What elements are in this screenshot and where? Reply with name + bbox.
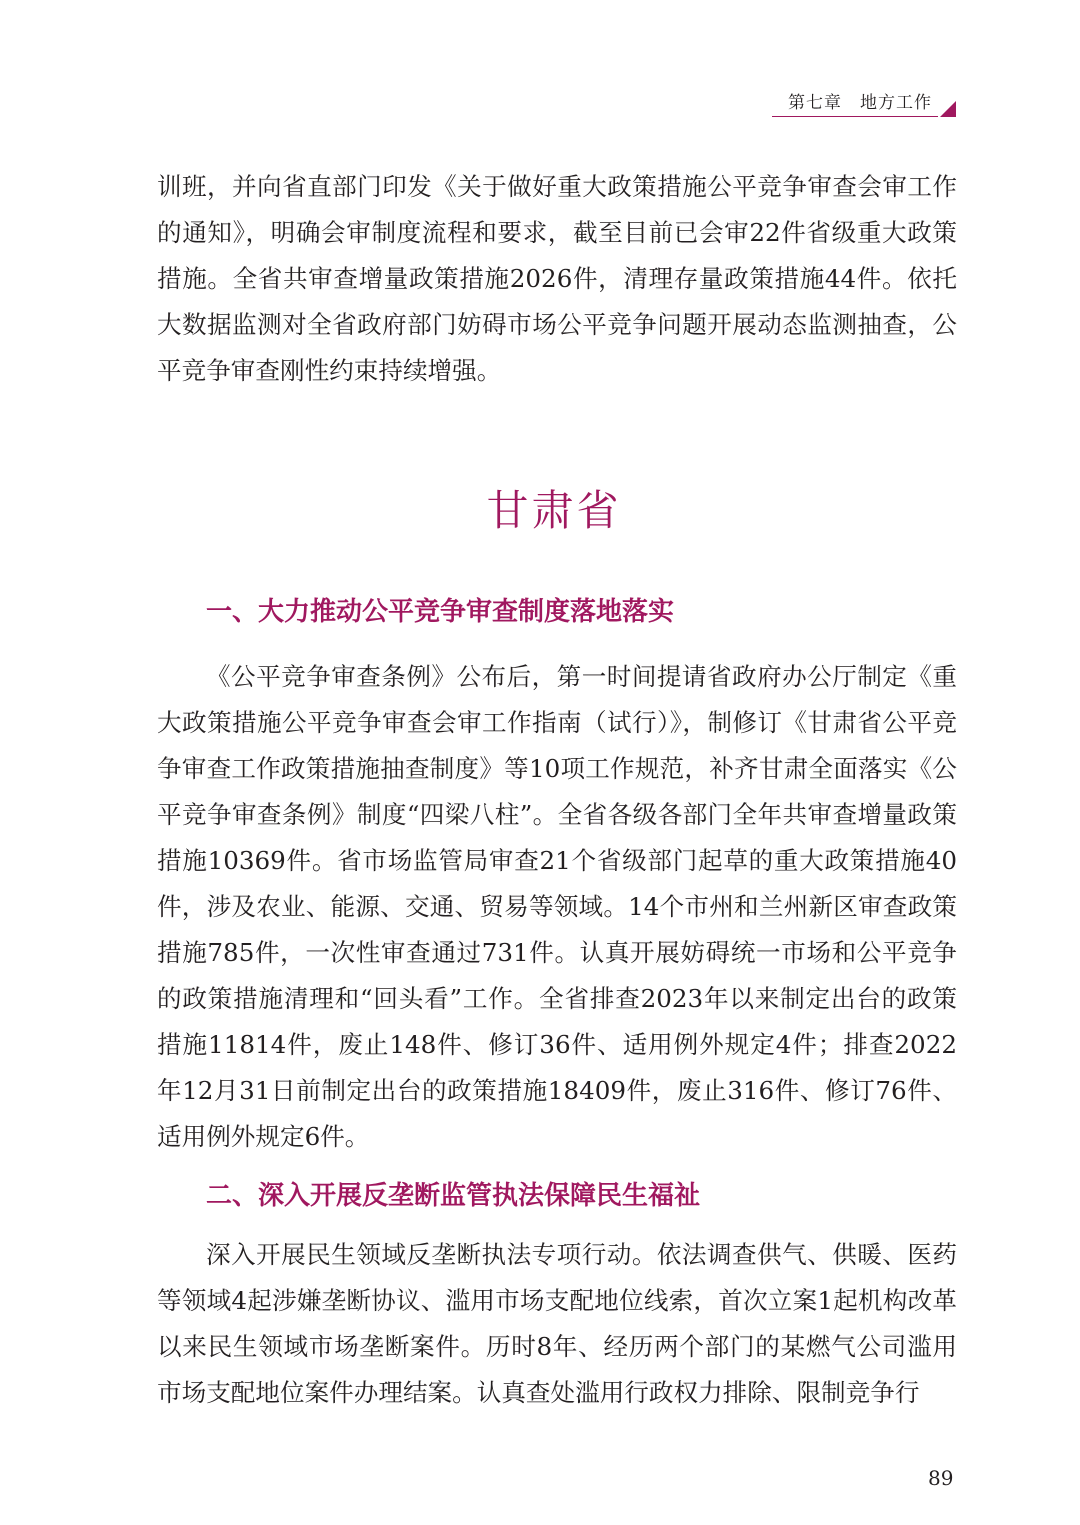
chapter-label: 第七章 bbox=[788, 93, 842, 113]
continued-paragraph: 训班，并向省直部门印发《关于做好重大政策措施公平竞争审查会审工作的通知》，明确会审制度流程和要求，截至目前已会审22件省级重大政策措施。全省共审查增量政策措施2026件，清理存量政策措施44件。依托大数据监测对全省政府部门妨碍市场公平竞争问题开展动态监测抽查，公平竞争审查刚性约束持续增强。 bbox=[157, 172, 957, 385]
page-number: 89 bbox=[928, 1466, 954, 1490]
corner-triangle-icon bbox=[940, 101, 956, 117]
section-heading-1: 一、大力推动公平竞争审查制度落地落实 bbox=[206, 597, 675, 627]
province-title: 甘肃省 bbox=[486, 486, 622, 535]
running-head-rule bbox=[772, 116, 938, 117]
chapter-title: 地方工作 bbox=[860, 93, 932, 113]
section-heading-2: 二、深入开展反垄断监管执法保障民生福祉 bbox=[206, 1181, 701, 1211]
section-body-2: 深入开展民生领域反垄断执法专项行动。依法调查供气、供暖、医药等领域4起涉嫌垄断协议、滥用市场支配地位线索，首次立案1起机构改革以来民生领域市场垄断案件。历时8年、经历两个部门的某燃气公司滥用市场支配地位案件办理结案。认真查处滥用行政权力排除、限制竞争行 bbox=[157, 1240, 957, 1407]
section-body-1: 《公平竞争审查条例》公布后，第一时间提请省政府办公厅制定《重大政策措施公平竞争审查会审工作指南（试行）》，制修订《甘肃省公平竞争审查工作政策措施抽查制度》等10项工作规范，补齐甘肃全面落实《公平竞争审查条例》制度“四梁八柱”。全省各级各部门全年共审查增量政策措施10369件。省市场监管局审查21个省级部门起草的重大政策措施40件，涉及农业、能源、交通、贸易等领域。14个市州和兰州新区审查政策措施785件，一次性审查通过731件。认真开展妨碍统一市场和公平竞争的政策措施清理和“回头看”工作。全省排查2023年以来制定出台的政策措施11814件，废止148件、修订36件、适用例外规定4件；排查2022年12月31日前制定出台的政策措施18409件，废止316件、修订76件、适用例外规定6件。 bbox=[157, 662, 957, 1151]
running-head bbox=[788, 88, 932, 113]
